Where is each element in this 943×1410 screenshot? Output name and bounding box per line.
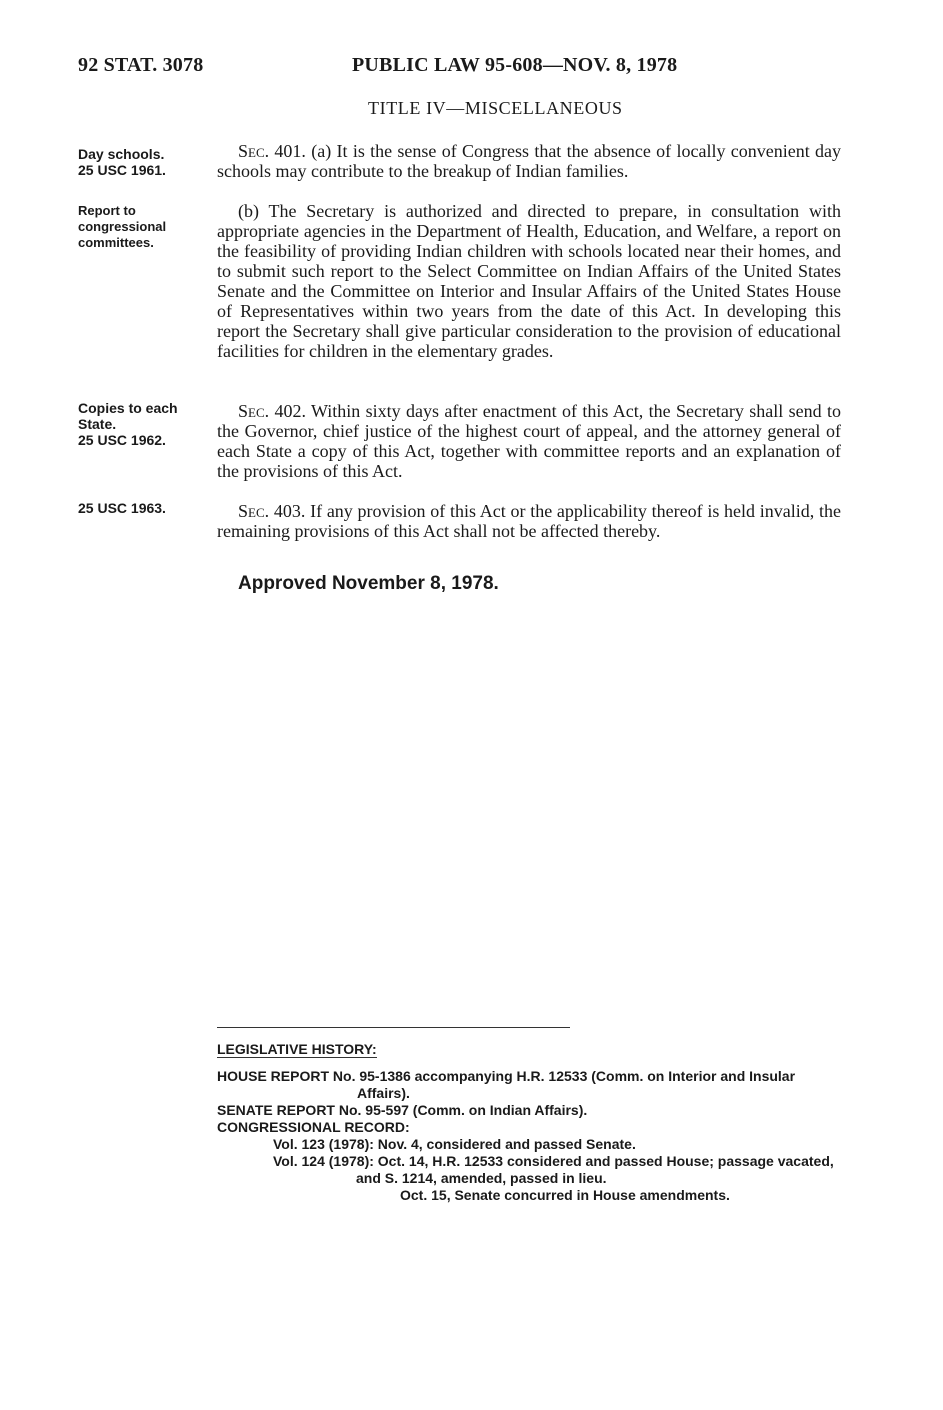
margin-note-report-line1: Report to [78,203,136,218]
section-401b-text: (b) The Secretary is authorized and directed to prepare, in consultation with appropriate agencies in the Department of Health, Education, and Welfare, a report on the feasibility of providing Indian children with schools located near their homes, and to submit such report to the Select Committee on Indian Affairs of the United States Senate and the Committee on Interior and Insular Affairs of the United States House of Representatives within two years from the date of this Act. In developing this report the Secretary shall give particular consideration to the provision of educational facilities for children in the elementary grades. [217,201,841,361]
margin-note-report [78,203,198,251]
vol-123-entry: Vol. 123 (1978): Nov. 4, considered and passed Senate. [273,1136,636,1152]
approval-date: Approved November 8, 1978. [238,573,499,594]
margin-note-day-schools [78,146,198,178]
section-401b [217,201,841,361]
margin-note-copies [78,400,198,448]
margin-note-copies-line2: State. [78,416,117,432]
section-402 [217,401,841,481]
margin-note-report-line2: congressional [78,219,167,234]
divider-rule [217,1027,570,1028]
senate-report-entry: SENATE REPORT No. 95-597 (Comm. on Indian Affairs). [217,1102,588,1118]
page-stat-reference: 92 STAT. 3078 [78,54,204,76]
bleed-through-line [140,120,144,140]
vol-124-entry: Vol. 124 (1978): Oct. 14, H.R. 12533 considered and passed House; passage vacated, and S. 1214, amended, passed in lieu. [273,1153,834,1186]
public-law-header: PUBLIC LAW 95-608—NOV. 8, 1978 [352,54,678,76]
margin-note-day-schools-label: Day schools. [78,146,165,162]
margin-note-usc-1963: 25 USC 1963. [78,500,166,516]
section-403-text: If any provision of this Act or the applicability thereof is held invalid, the remaining provisions of this Act shall not be affected thereby. [217,501,841,541]
section-401a-text: (a) It is the sense of Congress that the absence of locally convenient day schools may contribute to the breakup of Indian families. [217,141,842,181]
congressional-record-entry: CONGRESSIONAL RECORD: [217,1119,410,1135]
margin-note-copies-line1: Copies to each [78,400,178,416]
section-401-label: Sec. 401. [238,141,306,161]
margin-note-usc-1962: 25 USC 1962. [78,432,166,448]
section-402-text: Within sixty days after enactment of this Act, the Secretary shall send to the Governor, chief justice of the highest court of appeal, and the attorney general of each State a copy of this Act, together with committee reports and an explanation of the provisions of this Act. [217,401,841,481]
margin-note-1963 [78,500,198,516]
house-report-entry: HOUSE REPORT No. 95-1386 accompanying H.R. 12533 (Comm. on Interior and Insular Affairs). [217,1068,796,1101]
legislative-history-heading-text: LEGISLATIVE HISTORY: [217,1041,377,1057]
section-401a [217,141,841,181]
margin-note-report-line3: committees. [78,235,154,250]
legislative-history-heading [217,1041,841,1058]
section-402-label: Sec. 402. [238,401,306,421]
section-403 [217,501,841,541]
legislative-history-body [217,1068,841,1204]
oct-15-entry: Oct. 15, Senate concurred in House amendments. [400,1187,730,1203]
section-403-label: Sec. 403. [238,501,306,521]
margin-note-usc-1961: 25 USC 1961. [78,162,166,178]
title-heading: TITLE IV—MISCELLANEOUS [368,98,623,118]
